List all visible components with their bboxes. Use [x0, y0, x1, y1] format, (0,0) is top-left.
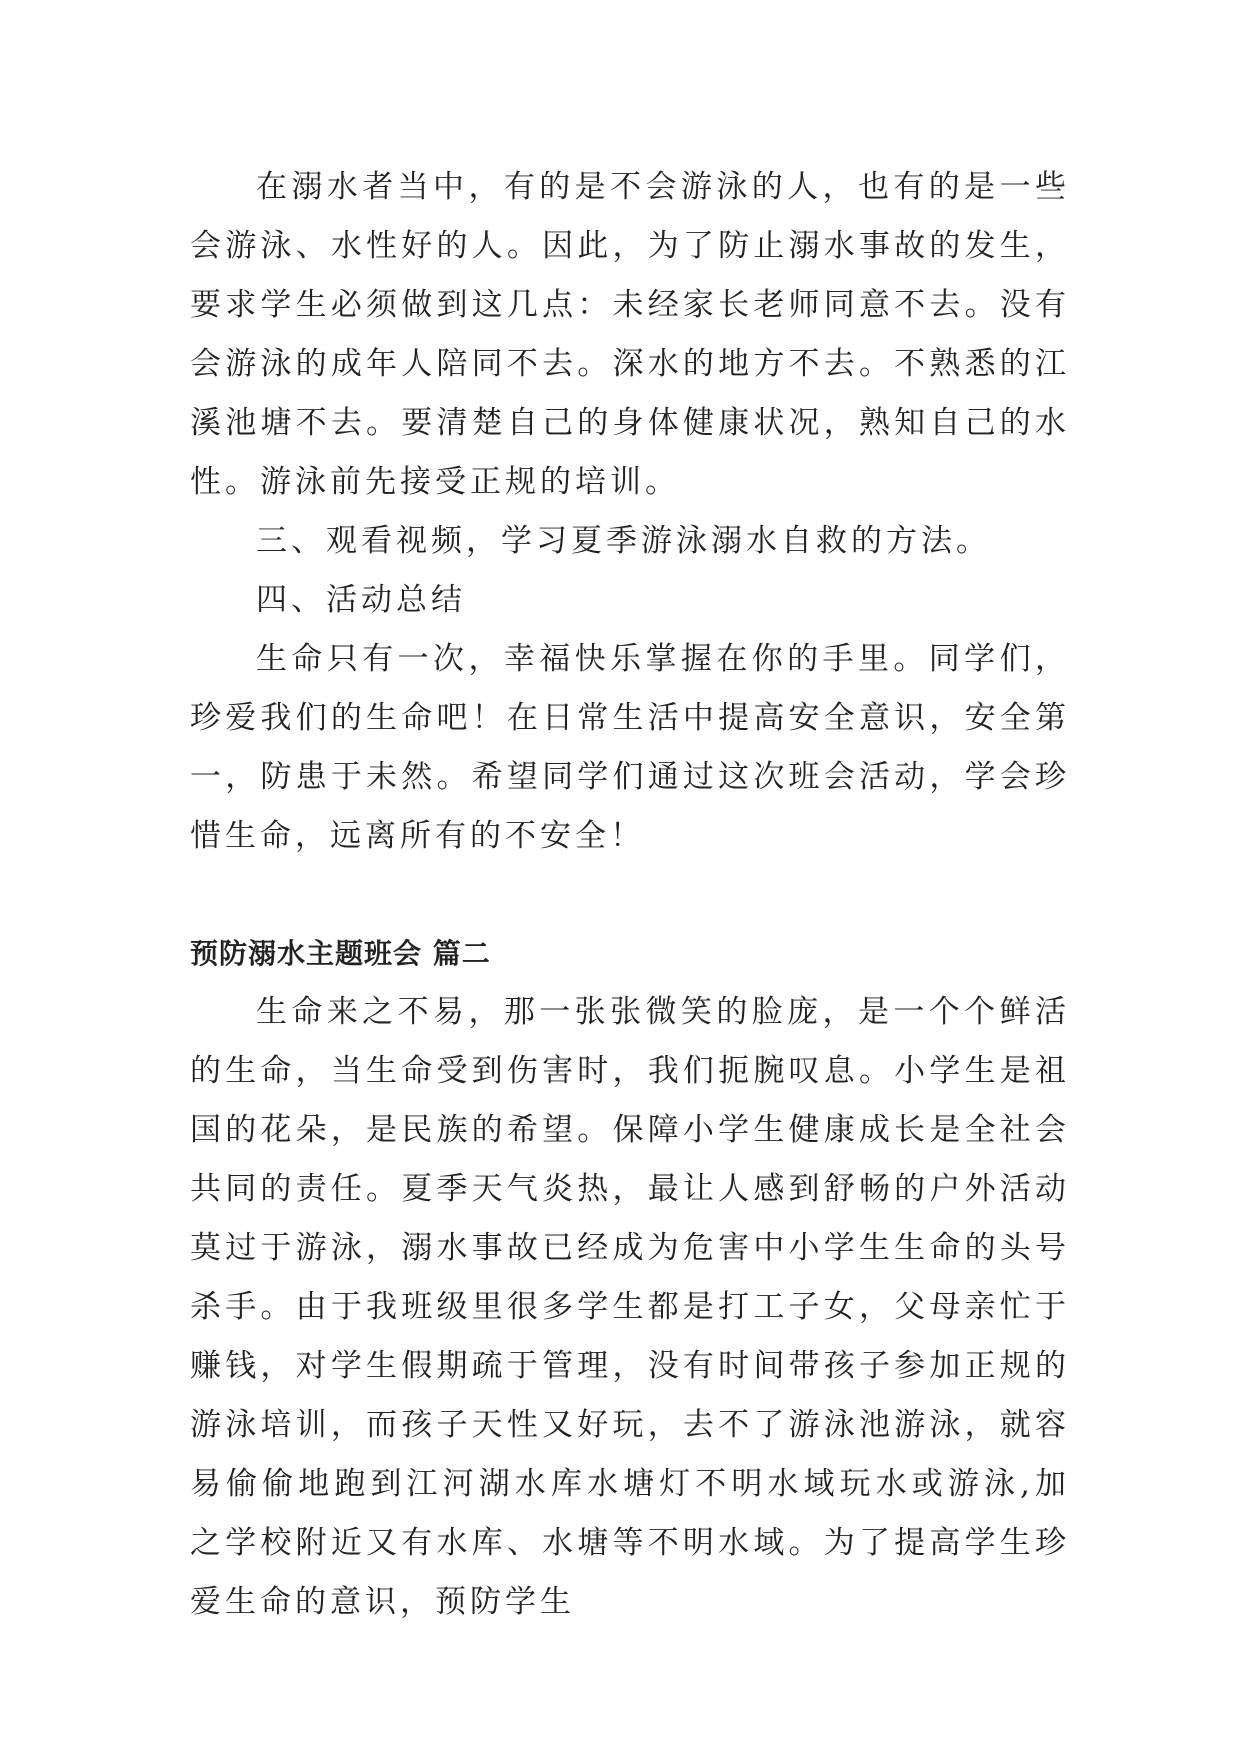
- paragraph-drowning-prevention-rules: 在溺水者当中，有的是不会游泳的人，也有的是一些会游泳、水性好的人。因此，为了防止溺水事故的发生，要求学生必须做到这几点：未经家长老师同意不去。没有会游泳的成年人陪同不去。深水的地方不去。不熟悉的江溪池塘不去。要清楚自己的身体健康状况，熟知自己的水性。游泳前先接受正规的培训。: [190, 169, 1070, 500]
- section-heading-part-two: 预防溺水主题班会 篇二: [190, 937, 491, 970]
- paragraph-activity-summary: 生命只有一次，幸福快乐掌握在你的手里。同学们，珍爱我们的生命吧！在日常生活中提高安全意识，安全第一，防患于未然。希望同学们通过这次班会活动，学会珍惜生命，远离所有的不安全！: [190, 641, 1070, 854]
- paragraph-part-two-intro: 生命来之不易，那一张张微笑的脸庞，是一个个鲜活的生命，当生命受到伤害时，我们扼腕叹息。小学生是祖国的花朵，是民族的希望。保障小学生健康成长是全社会共同的责任。夏季天气炎热，最让人感到舒畅的户外活动莫过于游泳，溺水事故已经成为危害中小学生生命的头号杀手。由于我班级里很多学生都是打工子女，父母亲忙于赚钱，对学生假期疏于管理，没有时间带孩子参加正规的游泳培训，而孩子天性又好玩，去不了游泳池游泳，就容易偷偷地跑到江河湖水库水塘灯不明水域玩水或游泳,加之学校附近又有水库、水塘等不明水域。为了提高学生珍爱生命的意识，预防学生: [190, 994, 1070, 1620]
- paragraph-activity-summary-heading: 四、活动总结: [256, 582, 466, 618]
- document-page: [190, 158, 1070, 1632]
- paragraph-watch-video: 三、观看视频，学习夏季游泳溺水自救的方法。: [256, 523, 991, 559]
